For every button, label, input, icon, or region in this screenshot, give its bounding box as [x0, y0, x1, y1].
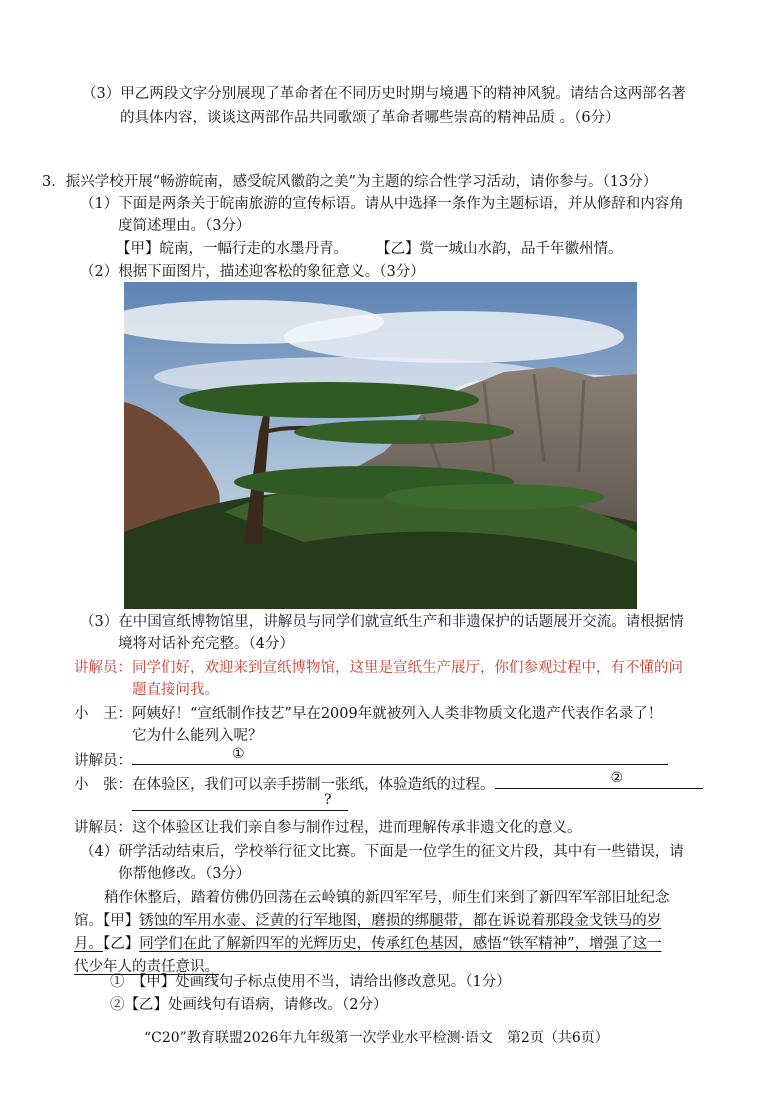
- wang-line1: 小 王：阿姨好！“宣纸制作技艺”早在2009年就被列入人类非物质文化遗产代表作名录了！: [74, 706, 663, 722]
- q3-2: （2）根据下面图片，描述迎客松的象征意义。（3分）: [80, 264, 425, 280]
- welcoming-pine-photo: [124, 282, 637, 609]
- essay-line3: [74, 934, 662, 954]
- zhang-line: [74, 770, 703, 795]
- q2-3-line1: （3）甲乙两段文字分别展现了革命者在不同历史时期与境遇下的精神风貌。请结合这两部名著: [82, 86, 686, 102]
- guide-greeting-line2: 题直接问我。: [132, 682, 219, 698]
- answer-blank-1[interactable]: [132, 746, 668, 765]
- essay-underline-yi-end: 代少年人的责任意识。: [74, 959, 219, 975]
- guide-closing: 讲解员：这个体验区让我们亲自参与制作过程，进而理解传承非遗文化的意义。: [74, 820, 582, 836]
- q3-3-line1: （3）在中国宣纸博物馆里，讲解员与同学们就宣纸生产和非遗保护的话题展开交流。请根据情: [80, 614, 684, 630]
- q3-3-line2: 境将对话补充完整。（4分）: [118, 636, 294, 652]
- page-footer: “C20”教育联盟2026年九年级第一次学业水平检测·语文 第2页（共6页）: [144, 1030, 609, 1046]
- q3-4-line2: 你帮他修改。（3分）: [118, 866, 251, 882]
- guide-greeting-line1: 讲解员：同学们好，欢迎来到宣纸博物馆，这里是宣纸生产展厅，你们参观过程中，有不懂的问: [74, 660, 683, 676]
- sub-question-1: ① 【甲】处画线句子标点使用不当，请给出修改意见。（1分）: [110, 974, 511, 990]
- slogan-b: 【乙】赏一城山水韵，品千年徽州情。: [376, 241, 623, 257]
- q3-1-line2: 度简述理由。（3分）: [118, 218, 251, 234]
- zhang-line2: [132, 792, 348, 817]
- essay-line2: [74, 911, 661, 931]
- guide-label: 讲解员：: [74, 753, 132, 769]
- q3-1-line1: （1）下面是两条关于皖南旅游的宣传标语。请从中选择一条作为主题标语，并从修辞和内容角: [80, 196, 684, 212]
- blank-mark-1: ①: [232, 746, 245, 762]
- zhang-text: 小 张：在体验区，我们可以亲手捞制一张纸，体验造纸的过程。: [74, 777, 495, 793]
- slogan-a: 【甲】皖南，一幅行走的水墨丹青。: [116, 241, 348, 257]
- sub-question-2: ②【乙】处画线句有语病，请修改。（2分）: [110, 997, 388, 1013]
- essay-underline-jia-end: 月。: [74, 936, 103, 952]
- guide-answer-row: [74, 746, 668, 771]
- essay-mark-yi: 【乙】: [103, 936, 140, 952]
- q3-title: 3．振兴学校开展“畅游皖南，感受皖风徽韵之美”为主题的综合性学习活动，请你参与。（13分）: [42, 174, 658, 190]
- q2-3-line2: 的具体内容，谈谈这两部作品共同歌颂了革命者哪些崇高的精神品质 。（6分）: [120, 110, 620, 126]
- q3-4-line1: （4）研学活动结束后，学校举行征文比赛。下面是一位学生的征文片段，其中有一些错误，请: [80, 844, 684, 860]
- essay-underline-jia: 锈蚀的军用水壶、泛黄的行军地图，磨损的绑腿带，都在诉说着那段金戈铁马的岁: [139, 913, 662, 929]
- wang-line2: 它为什么能列入呢？: [132, 728, 263, 744]
- essay-line1: 稍作休整后，踏着仿佛仍回荡在云岭镇的新四军军号，师生们来到了新四军军部旧址纪念: [104, 890, 670, 906]
- essay-underline-yi: 同学们在此了解新四军的光辉历史，传承红色基因，感悟“铁军精神”，增强了这一: [139, 936, 662, 952]
- answer-blank-2[interactable]: [495, 770, 703, 789]
- blank-mark-2: ②: [610, 770, 624, 786]
- blank-mark-3: ?: [324, 792, 332, 808]
- answer-blank-3[interactable]: [132, 792, 348, 811]
- essay-mark-jia: 馆。【甲】: [74, 913, 140, 929]
